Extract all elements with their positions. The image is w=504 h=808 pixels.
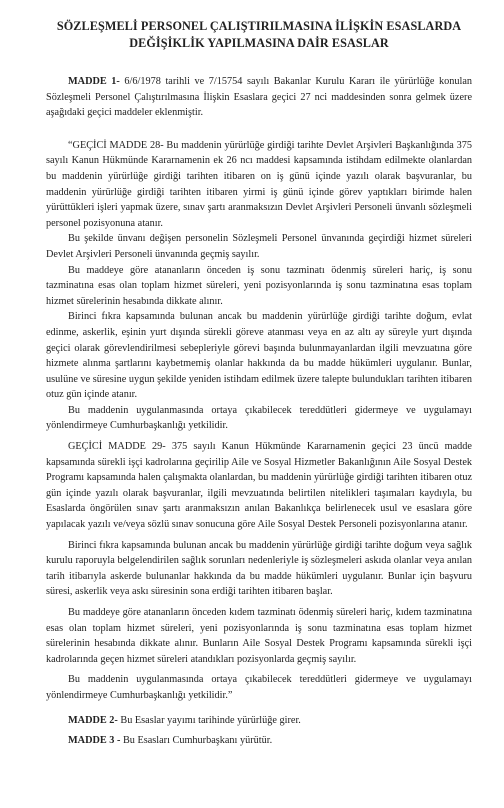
- title-line-1: SÖZLEŞMELİ PERSONEL ÇALIŞTIRILMASINA İLİŞKİN ESASLARDA: [56, 19, 462, 33]
- gecici-29-paragraph-2: Birinci fıkra kapsamında bulunan ancak bu maddenin yürürlüğe girdiği tarihte doğum veya sağlık kurulu raporuyla belgelendirilen sağlık sorunları nedenleriyle iş sözleşmeleri askıda olanlar veya anılan tarih itibarıyla askerde bulunanlar hakkında da bu madde hükümleri uygulanır. Bunlar için başvuru süresi, askerlik veya askı süresinin sona erdiği tarihten itibaren başlar.: [46, 539, 472, 598]
- madde-3-label: MADDE 3 -: [68, 735, 121, 747]
- madde-3-text: Bu Esasları Cumhurbaşkanı yürütür.: [120, 735, 273, 747]
- madde-1-label: MADDE 1-: [68, 76, 120, 87]
- document-title: [46, 18, 472, 52]
- gecici-28-paragraph-5: Bu maddenin uygulanmasında ortaya çıkabilecek tereddütleri gidermeye ve uygulamayı yönlendirmeye Cumhurbaşkanlığı yetkilidir.: [46, 404, 472, 432]
- gecici-29-paragraph-3: Bu maddeye göre atananların önceden kıdem tazminatı ödenmiş süreleri hariç, kıdem tazminatına esas olan toplam hizmet süreleri, yeni pozisyonlarında iş sonu tazminatına esas toplam hizmet sürelerinin hesabında dikkate alınır. Bunların Aile Sosyal Destek Programı kapsamında sürekli işçi kadrolarında geçen hizmet süreleri atandıkları pozisyonlarda geçmiş sayılır.: [46, 607, 472, 665]
- madde-3-paragraph: [46, 733, 472, 749]
- title-line-2: DEĞİŞİKLİK YAPILMASINA DAİR ESASLAR: [129, 36, 389, 50]
- gecici-28-paragraph-3: Bu maddeye göre atananların önceden iş sonu tazminatı ödenmiş süreleri hariç, iş sonu tazminatına esas olan toplam hizmet süreleri, yeni pozisyonlarında iş sonu tazminatına esas toplam hizmet sürelerinin hesabında dikkate alınır.: [46, 264, 472, 307]
- madde-2-label: MADDE 2-: [68, 714, 118, 726]
- gecici-28-paragraph-4: Birinci fıkra kapsamında bulunan ancak bu maddenin yürürlüğe girdiği tarihte doğum, evlat edinme, askerlik, eşinin yurt dışında sürekli göreve atanması veya en az altı ay süreyle yurt dışında geçici olarak görevlendirilmesi sebepleriyle görevi başında bulunmayanlardan ilgili mevzuatına göre hizmete alınma şartlarını kaybetmemiş olanlar hakkında da bu madde hükümleri uygulanır. Bunlar, usulüne ve süresine uygun şekilde yeniden istihdam edilmek üzere talepte bulundukları tarihten itibaren otuz gün içinde atanır.: [46, 311, 472, 401]
- gecici-28-paragraph-1: “GEÇİCİ MADDE 28- Bu maddenin yürürlüğe girdiği tarihte Devlet Arşivleri Başkanlığında 375 sayılı Kanun Hükmünde Kararnamenin ek 26 ncı maddesi kapsamında istihdam edilmekte olanlardan bu maddenin yürürlüğe girdiği tarihten itibaren on iş günü içinde yazılı olarak başvuranlar, bu maddenin yürürlüğe girdiği tarihten itibaren yirmi iş günü içinde görev yaptıkları birimde halen yürüttükleri işleri yapmak üzere, sınav şartı aranmaksızın Devlet Arşivleri Personeli ünvanlı sözleşmeli personel pozisyonuna atanır.: [46, 139, 472, 229]
- gecici-29-paragraph-4: Bu maddenin uygulanmasında ortaya çıkabilecek tereddütleri gidermeye ve uygulamayı yönlendirmeye Cumhurbaşkanlığı yetkilidir.”: [46, 674, 472, 701]
- gecici-29-paragraph-1: GEÇİCİ MADDE 29- 375 sayılı Kanun Hükmünde Kararnamenin geçici 23 üncü madde kapsamında sürekli işçi kadrolarına geçirilip Aile ve Sosyal Hizmetler Bakanlığının Aile Sosyal Destek Programı kapsamında halen çalışmakta olanlardan, bu maddenin yürürlüğe girdiği tarihten itibaren otuz gün içinde yazılı olarak başvuranlar, ilgili mevzuatında belirtilen nitelikleri taşımaları kaydıyla, bu Esaslarda öngörülen sınav şartı aranmaksızın anılan Bakanlıkça belirlenecek usul ve esaslara göre yapılacak yazılı ve/veya sözlü sınav sonucuna göre Aile Sosyal Destek Personeli pozisyonlarına atanır.: [46, 441, 472, 531]
- gecici-28-paragraph-2: Bu şekilde ünvanı değişen personelin Sözleşmeli Personel ünvanında geçirdiği hizmet süreleri Devlet Arşivleri Personeli ünvanında geçmiş sayılır.: [46, 233, 472, 260]
- madde-2-paragraph: [46, 713, 472, 729]
- madde-1-paragraph: [46, 74, 472, 121]
- madde-1-text: 6/6/1978 tarihli ve 7/15754 sayılı Bakanlar Kurulu Kararı ile yürürlüğe konulan Sözleşmeli Personel Çalıştırılmasına İlişkin Esaslara geçici 27 nci maddesinden sonra gelmek üzere aşağıdaki geçici maddeler eklenmiştir.: [46, 76, 472, 119]
- madde-2-text: Bu Esaslar yayımı tarihinde yürürlüğe girer.: [117, 714, 301, 726]
